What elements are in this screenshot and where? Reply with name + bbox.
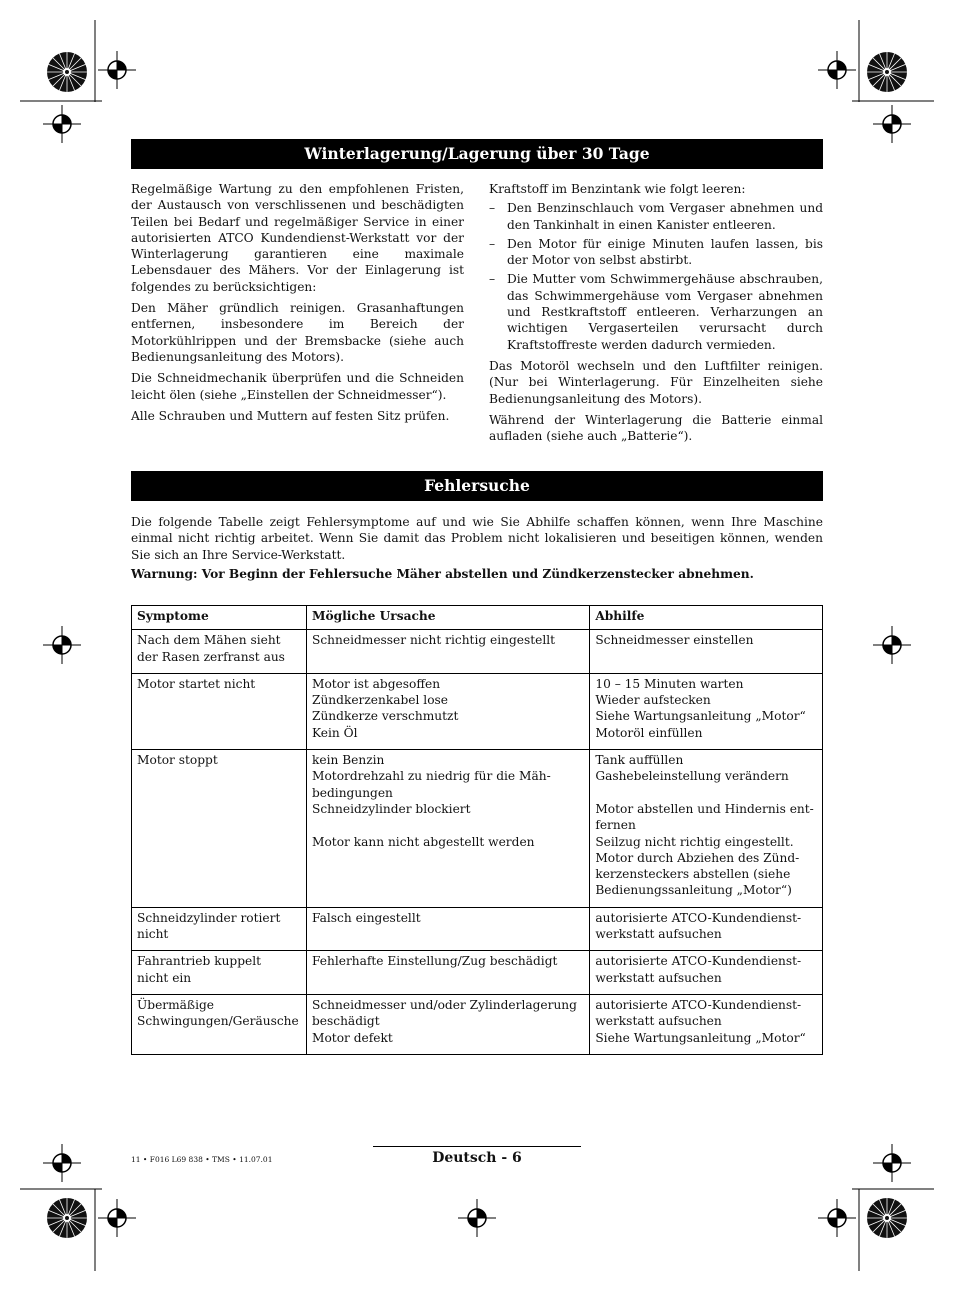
dash-marker: – xyxy=(489,272,496,287)
column-header-symptoms: Symptome xyxy=(132,606,307,630)
paragraph: Alle Schrauben und Muttern auf festen Sitz prüfen. xyxy=(131,408,450,423)
remedy-cell: Schneidmesser einstellen xyxy=(590,630,823,674)
paragraph: Die Schneidmechanik überprüfen und die Schneiden leicht ölen (siehe „Einstellen der Schneidmesser“). xyxy=(131,371,464,402)
symptom-cell: Motor startet nicht xyxy=(132,673,307,749)
dash-marker: – xyxy=(489,236,496,251)
table-row xyxy=(132,750,823,908)
troubleshooting-intro: Die folgende Tabelle zeigt Fehlersymptome auf und wie Sie Abhilfe schaffen können, wenn Ihre Maschine einmal nicht richtig arbeitet. Wenn Sie damit das Problem nicht lokalisieren und beseitigen können, wenden Sie sich an Ihre Service-Werkstatt. xyxy=(131,515,823,562)
remedy-cell: Tank auffüllen Gashebeleinstellung verändern Motor abstellen und Hindernis ent- fernen Seilzug nicht richtig eingestellt. Motor durch Abziehen des Zünd- kerzensteckers abstellen (siehe Bedienungssanleitung „Motor“) xyxy=(590,750,823,908)
table-row xyxy=(132,907,823,951)
symptom-cell: Fahrantrieb kuppelt nicht ein xyxy=(132,951,307,995)
cause-cell: Motor ist abgesoffen Zündkerzenkabel lose Zündkerze verschmutzt Kein Öl xyxy=(306,673,589,749)
paragraph: Das Motoröl wechseln und den Luftfilter reinigen. (Nur bei Winterlagerung. Für Einzelheiten siehe Bedienungsanleitung des Motors). xyxy=(489,358,823,406)
symptom-cell: Schneidzylinder rotiert nicht xyxy=(132,907,307,951)
symptom-cell: Nach dem Mähen sieht der Rasen zerfranst aus xyxy=(132,630,307,674)
winter-left-column xyxy=(131,181,464,429)
paragraph: Kraftstoff im Benzintank wie folgt leeren: xyxy=(489,182,746,196)
paragraph: Regelmäßige Wartung zu den empfohlenen Fristen, der Austausch von verschlissenen und beschädigten Teilen bei Bedarf und regelmäßiger Service in einer autorisierten ATCO Kundendienst-Werkstatt vor der Winterlagerung garantieren eine maximale Lebensdauer des Mähers. Vor der Einlagerung ist folgendes zu berücksichtigen: xyxy=(131,182,464,294)
cause-cell: Schneidmesser und/oder Zylinderlagerung beschädigt Motor defekt xyxy=(306,994,589,1054)
symptom-cell: Übermäßige Schwingungen/Geräusche xyxy=(132,994,307,1054)
remedy-cell: autorisierte ATCO-Kundendienst- werkstatt aufsuchen xyxy=(590,907,823,951)
paragraph: Den Mäher gründlich reinigen. Grasanhaftungen entfernen, insbesondere im Bereich der Motorkühlrippen und der Bremsbacke (siehe auch Bedienungsanleitung des Motors). xyxy=(131,301,464,364)
paragraph: Während der Winterlagerung die Batterie einmal aufladen (siehe auch „Batterie“). xyxy=(489,412,823,444)
table-row xyxy=(132,673,823,749)
cause-cell: Schneidmesser nicht richtig eingestellt xyxy=(306,630,589,674)
section-title-winter: Winterlagerung/Lagerung über 30 Tage xyxy=(131,139,823,169)
winter-right-column xyxy=(489,181,823,449)
remedy-cell: autorisierte ATCO-Kundendienst- werkstatt aufsuchen Siehe Wartungsanleitung „Motor“ xyxy=(590,994,823,1054)
troubleshooting-table xyxy=(131,605,823,1055)
warning-text: Warnung: Vor Beginn der Fehlersuche Mäher abstellen und Zündkerzenstecker abnehmen. xyxy=(131,567,754,581)
dash-marker: – xyxy=(489,201,496,216)
remedy-cell: 10 – 15 Minuten warten Wieder aufstecken Siehe Wartungsanleitung „Motor“ Motoröl einfüllen xyxy=(590,673,823,749)
list-item: – Den Benzinschlauch vom Vergaser abnehmen und den Tankinhalt in einen Kanister entleeren. xyxy=(489,201,823,232)
list-item: – Den Motor für einige Minuten laufen lassen, bis der Motor von selbst abstirbt. xyxy=(489,236,823,268)
column-header-remedy: Abhilfe xyxy=(590,606,823,630)
column-header-causes: Mögliche Ursache xyxy=(306,606,589,630)
section-title-troubleshooting: Fehlersuche xyxy=(131,471,823,501)
table-row xyxy=(132,994,823,1054)
remedy-cell: autorisierte ATCO-Kundendienst- werkstatt aufsuchen xyxy=(590,951,823,995)
table-header-row xyxy=(132,606,823,630)
print-code: 11 • F016 L69 838 • TMS • 11.07.01 xyxy=(131,1155,273,1164)
table-row xyxy=(132,951,823,995)
cause-cell: Fehlerhafte Einstellung/Zug beschädigt xyxy=(306,951,589,995)
footer-rule xyxy=(373,1146,581,1147)
table-row xyxy=(132,630,823,674)
cause-cell: Falsch eingestellt xyxy=(306,907,589,951)
symptom-cell: Motor stoppt xyxy=(132,750,307,908)
list-item: – Die Mutter vom Schwimmergehäuse abschrauben, das Schwimmergehäuse vom Vergaser abnehmen und Restkraftstoff entleeren. Verharzungen an wichtigen Vergaserteilen verursacht durch Kraftstoffreste werden dadurch vermieden. xyxy=(489,272,823,352)
cause-cell: kein Benzin Motordrehzahl zu niedrig für die Mäh- bedingungen Schneidzylinder blockiert Motor kann nicht abgestellt werden xyxy=(306,750,589,908)
page-number: Deutsch - 6 xyxy=(432,1150,522,1166)
